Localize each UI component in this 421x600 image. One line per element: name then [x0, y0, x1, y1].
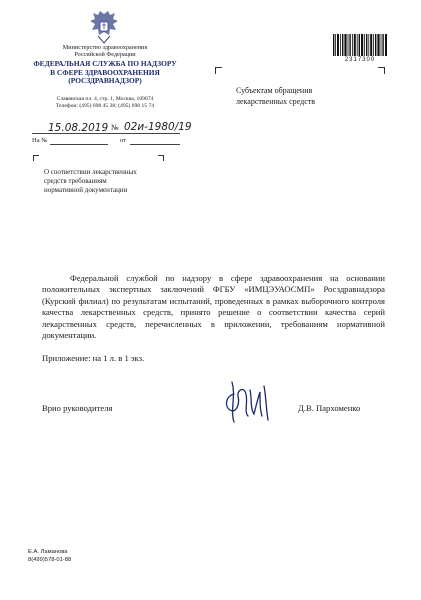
agency-address: Славянская пл. 4, стр. 1, Москва, 109074 Телефон: (495) 698 45 38; (495) 698 15 74	[55, 96, 155, 110]
executor-name: Е.А. Ламанова	[28, 549, 68, 555]
subject-bracket-left	[33, 155, 39, 161]
date-underline	[32, 133, 180, 134]
agency-name: ФЕДЕРАЛЬНАЯ СЛУЖБА ПО НАДЗОРУ В СФЕРЕ ЗДРАВООХРАНЕНИЯ (РОСЗДРАВНАДЗОР)	[33, 59, 177, 86]
barcode-icon	[333, 34, 387, 56]
reference-date-label: от	[120, 137, 127, 144]
signatory-title: Врио руководителя	[42, 403, 113, 413]
subject-bracket-right	[158, 155, 164, 161]
recipient-block: Субъектам обращения лекарственных средств	[236, 86, 316, 106]
signatory-name: Д.В. Пархоменко	[298, 403, 361, 413]
coat-of-arms-icon	[89, 10, 119, 44]
document-date: 15.08.2019	[48, 122, 109, 134]
reference-number-label: На №	[32, 137, 48, 144]
handwritten-signature-icon	[222, 376, 280, 426]
reference-date-line	[130, 144, 180, 145]
executor-block	[28, 548, 71, 564]
attachment-line: Приложение: на 1 л. в 1 экз.	[42, 353, 145, 363]
ministry-name: Министерство здравоохранения Российской Федерации	[62, 44, 148, 59]
recipient-bracket-left	[215, 67, 222, 74]
executor-phone: 8(499)578-01-88	[28, 557, 72, 563]
subject-block: О соответствии лекарственных средств требованиям нормативной документации	[44, 168, 137, 194]
barcode-number: 2317300	[344, 57, 376, 63]
reference-number-line	[50, 144, 108, 145]
body-paragraph: Федеральной службой по надзору в сфере здравоохранения на основании положительных экспертных заключений ФГБУ «ИМЦЭУАОСМП» Росздравнадзора (Курский филиал) по результатам испытаний, проведенных в рамках выборочного контроля качества лекарственных средств, принято решение о соответствии качества серий лекарственных средств, перечисленных в приложении, требованиям нормативной документации.	[42, 273, 385, 341]
document-number: 02и-1980/19	[124, 121, 192, 133]
number-symbol: №	[111, 123, 119, 132]
recipient-bracket-right	[378, 67, 385, 74]
